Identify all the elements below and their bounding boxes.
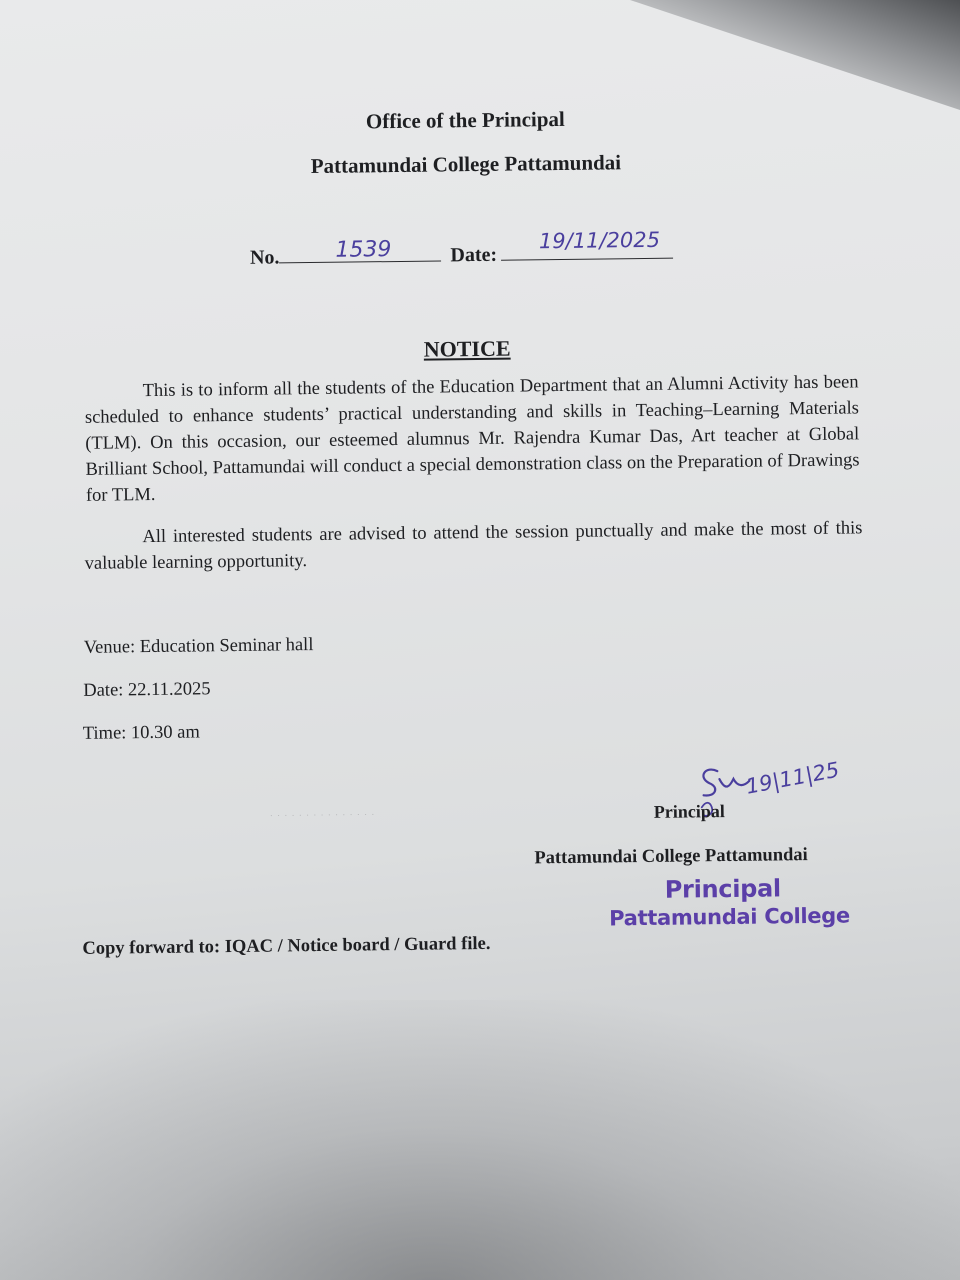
number-blank [279,237,441,263]
faint-bleedthrough: · · · · · · · · · · · · · · · [269,809,376,821]
principal-label: Principal [653,801,725,822]
copy-forward-line: Copy forward to: IQAC / Notice board / Guard file. [82,933,491,959]
venue-line: Venue: Education Seminar hall [83,635,314,658]
notice-paragraph-1: This is to inform all the students of the Education Department that an Alumni Activity has been scheduled to enhance students’ practical understanding and skills in Teaching–Learning Materials (TLM). On this occasion, our esteemed alumnus Mr. Rajendra Kumar Das, Art teacher at Global Brilliant School, Pattamundai will conduct a special demonstration class on the Preparation of Drawings for TLM. [84,372,860,506]
office-heading: Office of the Principal [365,106,565,134]
date-blank [501,227,673,261]
stamp-line-college: Pattamundai College [608,903,851,931]
notice-title: NOTICE [423,335,511,362]
college-heading: Pattamundai College Pattamundai [310,150,622,179]
signature-college: Pattamundai College Pattamundai [534,845,808,869]
number-label: No. [249,246,280,269]
handwritten-number: 1539 [335,237,392,263]
stamp-line-principal: Principal [664,874,782,904]
time-line: Time: 10.30 am [82,722,200,744]
date-line: Date: 22.11.2025 [83,679,211,701]
signature-handwritten-date: 19|11|25 [744,757,842,799]
notice-paragraph-2: All interested students are advised to attend the session punctually and make the most of this valuable learning opportunity. [84,518,863,574]
reference-row [249,227,673,270]
handwritten-date: 19/11/2025 [538,227,661,254]
date-label: Date: [450,243,498,267]
